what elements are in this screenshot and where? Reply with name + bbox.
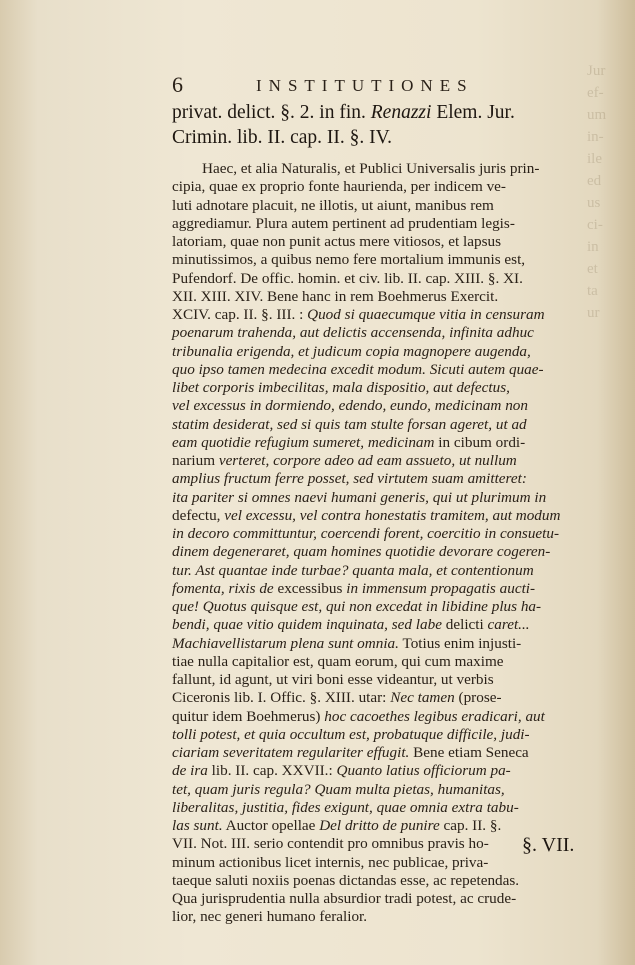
italic-segment: Machiavellistarum plena sunt omnia. <box>172 634 399 652</box>
text-line <box>172 726 602 744</box>
text-line <box>172 215 602 233</box>
italic-segment: caret... <box>487 616 530 634</box>
text-line <box>172 817 602 835</box>
roman-segment: Haec, et alia Naturalis, et Publici Universalis juris prin- <box>202 160 540 177</box>
roman-segment: VII. Not. III. serio contendit pro omnibus pravis ho- <box>172 835 489 853</box>
roman-segment: cipia, quae ex proprio fonte haurienda, per indicem ve- <box>172 178 506 196</box>
text-line <box>172 689 602 707</box>
italic-segment: libet corporis imbecilitas, mala dispositio, aut defectus, <box>172 379 510 396</box>
text-line <box>172 616 602 634</box>
text-line <box>172 872 602 890</box>
roman-segment: Pufendorf. De offic. homin. et civ. lib. II. cap. XIII. §. XI. <box>172 269 523 287</box>
roman-segment: Auctor opellae <box>222 817 320 834</box>
italic-segment: in decoro committuntur, coercendi forent, coercitio in consuetu- <box>172 525 560 542</box>
roman-segment: Ciceronis lib. I. Offic. §. XIII. utar: <box>172 689 391 707</box>
italic-segment: quo ipso tamen medecina excedit modum. Sicuti autem quae- <box>172 360 544 378</box>
roman-segment: Crimin. lib. II. cap. II. §. IV. <box>172 127 393 148</box>
text-line <box>172 507 602 525</box>
roman-segment: privat. delict. §. 2. in fin. <box>172 102 371 123</box>
roman-segment: minutissimos, a quibus nemo fere mortalium immunis est, <box>172 251 526 269</box>
roman-segment: delicti <box>445 616 488 634</box>
roman-segment: XCIV. cap. II. §. III. : <box>172 306 308 323</box>
roman-segment: (prose- <box>454 689 502 707</box>
italic-segment: tet, quam juris regula? Quam multa pietas, humanitas, <box>172 780 505 798</box>
citation-line <box>172 125 542 150</box>
italic-segment: amplius fructum ferre posset, sed virtutem suam amitteret: <box>172 470 527 488</box>
roman-segment: lior, nec generi humano feralior. <box>172 908 368 926</box>
running-title: INSTITUTIONES <box>256 76 474 95</box>
italic-segment: hoc cacoethes legibus eradicari, aut <box>324 707 545 725</box>
text-line <box>172 288 602 306</box>
text-line <box>172 233 602 251</box>
text-line <box>172 324 602 342</box>
roman-segment: lib. II. cap. XXVII.: <box>207 762 337 780</box>
text-line <box>172 343 602 361</box>
italic-segment: Quanto latius officiorum pa- <box>336 762 511 780</box>
text-line <box>172 543 602 561</box>
italic-segment: verteret, corpore adeo ad eam assueto, ut nullum <box>218 452 517 469</box>
italic-segment: tur. Ast quantae inde turbae? quanta mala, et contentionum <box>172 561 534 579</box>
italic-segment: las sunt. <box>172 817 223 834</box>
text-line <box>172 361 602 379</box>
italic-segment: vel excessu, vel contra honestatis tramitem, aut modum <box>224 506 561 524</box>
citation-block <box>172 100 542 150</box>
text-line <box>172 270 602 288</box>
roman-segment: narium <box>172 452 219 469</box>
roman-segment: luti adnotare placuit, ne illotis, ut aiunt, manibus rem <box>172 196 494 214</box>
text-line <box>172 397 602 415</box>
roman-segment: latoriam, quae non punit actus mere vitiosos, et lapsus <box>172 233 501 250</box>
text-line <box>172 781 602 799</box>
italic-segment: bendi, quae vitio quidem inquinata, sed labe <box>172 616 446 634</box>
italic-segment: ita pariter si omnes naevi humani generis, qui ut plurimum in <box>172 488 547 506</box>
italic-segment: ciariam severitatem regulariter effugit. <box>172 744 410 761</box>
text-line <box>172 580 602 598</box>
text-line <box>172 306 602 324</box>
roman-segment: excessibus <box>277 579 347 597</box>
roman-segment: Bene etiam Seneca <box>409 744 529 761</box>
italic-segment: tribunalia erigenda, et judicum copia magnopere augenda, <box>172 342 531 360</box>
text-line <box>172 452 602 470</box>
text-line <box>172 379 602 397</box>
text-line <box>172 562 602 580</box>
text-line <box>172 470 602 488</box>
roman-segment: defectu, <box>172 506 225 524</box>
show-through-text: Jur ef- um in- ile ed us ci- in et ta ur <box>587 63 607 321</box>
roman-segment: aggrediamur. Plura autem pertinent ad prudentiam legis- <box>172 214 515 232</box>
italic-segment: eam quotidie refugium sumeret, medicinam <box>172 433 435 451</box>
roman-segment: quitur idem Boehmerus) <box>172 707 325 725</box>
text-line <box>172 525 602 543</box>
main-paragraph <box>172 160 602 927</box>
italic-segment: dinem degeneraret, quam homines quotidie devorare cogeren- <box>172 543 551 561</box>
text-line <box>172 598 602 616</box>
roman-segment: cap. II. §. <box>439 817 502 834</box>
text-line <box>172 799 602 817</box>
citation-line <box>172 100 542 125</box>
italic-segment: tolli potest, et quia occultum est, probatuque difficile, judi- <box>172 725 530 743</box>
roman-segment: Totius enim injusti- <box>398 634 522 652</box>
text-line <box>172 708 602 726</box>
italic-segment: Quod si quaecumque vitia in censuram <box>307 306 545 323</box>
roman-segment: XII. XIII. XIV. Bene hanc in rem Boehmerus Exercit. <box>172 287 499 305</box>
text-line <box>172 416 602 434</box>
text-line <box>172 160 602 178</box>
text-line <box>172 890 602 908</box>
italic-segment: fomenta, rixis de <box>172 579 278 597</box>
roman-segment: taeque saluti noxiis poenas dictandas esse, ac repetendas. <box>172 871 520 889</box>
italic-segment: vel excessus in dormiendo, edendo, eundo, medicinam non <box>172 397 528 415</box>
text-line <box>172 671 602 689</box>
section-reference: §. VII. <box>522 834 575 856</box>
italic-segment: Nec tamen <box>390 689 455 707</box>
text-line <box>172 434 602 452</box>
italic-segment: que! Quotus quisque est, qui non excedat in libidine plus ha- <box>172 598 542 615</box>
italic-segment: Renazzi <box>370 102 432 123</box>
text-line <box>172 635 602 653</box>
text-line <box>172 744 602 762</box>
text-line <box>172 908 602 926</box>
roman-segment: tiae nulla capitalior est, quam eorum, qui cum maxime <box>172 652 504 670</box>
roman-segment: Elem. Jur. <box>431 102 515 123</box>
italic-segment: in immensum propagatis aucti- <box>346 579 536 597</box>
text-line <box>172 197 602 215</box>
italic-segment: de ira <box>172 762 208 780</box>
roman-segment: Qua jurisprudentia nulla absurdior tradi potest, ac crude- <box>172 890 517 907</box>
roman-segment: fallunt, id agunt, ut viri boni esse videantur, ut verbis <box>172 671 494 688</box>
roman-segment: in cibum ordi- <box>434 433 526 451</box>
italic-segment: statim desiderat, sed si quis tam stulte forsan ageret, ut ad <box>172 415 527 433</box>
italic-segment: Del dritto de punire <box>319 817 440 834</box>
text-line <box>172 178 602 196</box>
page-number: 6 <box>172 72 183 97</box>
text-line <box>172 251 602 269</box>
italic-segment: liberalitas, justitia, fides exigunt, quae omnia extra tabu- <box>172 798 519 816</box>
text-line <box>172 489 602 507</box>
text-line <box>172 762 602 780</box>
italic-segment: poenarum trahenda, aut delictis accensenda, infinita adhuc <box>172 324 534 342</box>
roman-segment: minum actionibus licet internis, nec publicae, priva- <box>172 853 489 871</box>
text-line <box>172 653 602 671</box>
